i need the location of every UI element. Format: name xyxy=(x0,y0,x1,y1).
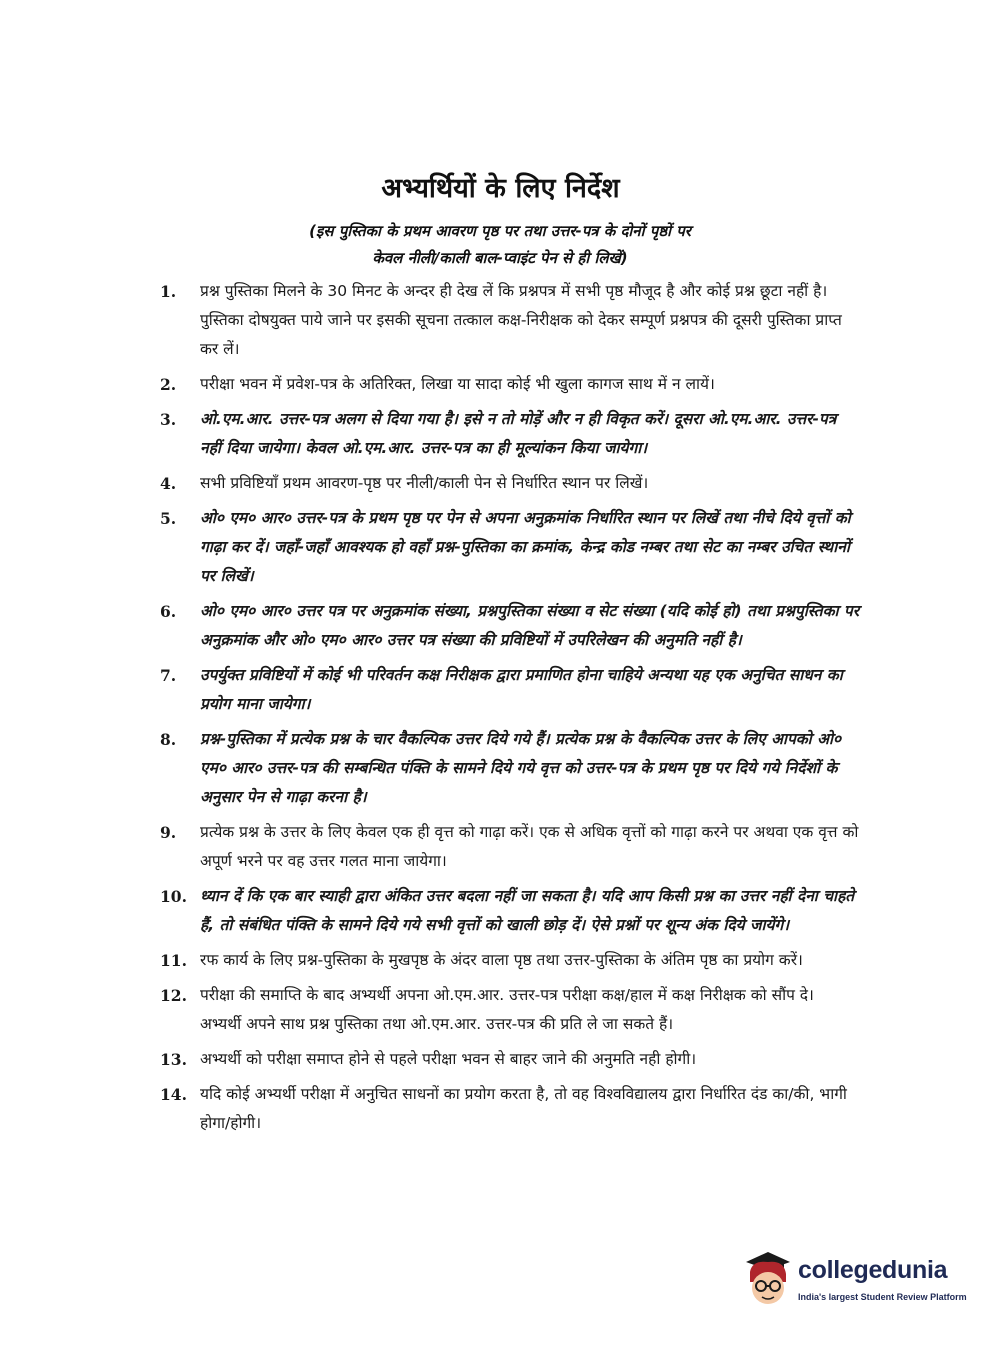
item-text: यदि कोई अभ्यर्थी परीक्षा में अनुचित साधनों का प्रयोग करता है, तो वह विश्वविद्यालय द्वारा निर्धारित दंड का/की, भागी होगा/होगी। xyxy=(200,1085,847,1132)
instruction-item-13 xyxy=(160,1045,860,1074)
item-number: 1. xyxy=(160,282,177,301)
item-number: 10. xyxy=(160,887,187,906)
instruction-item-10 xyxy=(160,882,860,940)
instruction-item-4 xyxy=(160,469,860,498)
item-number: 3. xyxy=(160,410,177,429)
logo-tagline: India's largest Student Review Platform xyxy=(798,1292,967,1302)
item-number: 5. xyxy=(160,509,177,528)
item-text: परीक्षा की समाप्ति के बाद अभ्यर्थी अपना ओ.एम.आर. उत्तर-पत्र परीक्षा कक्ष/हाल में कक्ष निरीक्षक को सौंप दे। अभ्यर्थी अपने साथ प्रश्न पुस्तिका तथा ओ.एम.आर. उत्तर-पत्र की प्रति ले जा सकते हैं। xyxy=(200,986,814,1033)
instruction-item-7 xyxy=(160,661,860,719)
item-text: सभी प्रविष्टियाँ प्रथम आवरण-पृष्ठ पर नीली/काली पेन से निर्धारित स्थान पर लिखें। xyxy=(200,474,649,492)
instruction-list xyxy=(160,277,860,1144)
item-text: प्रश्न-पुस्तिका में प्रत्येक प्रश्न के चार वैकल्पिक उत्तर दिये गये हैं। प्रत्येक प्रश्न के वैकल्पिक उत्तर के लिए आपको ओ० एम० आर० उत्तर-पत्र की सम्बन्धित पंक्ति के सामने दिये गये वृत्त को उत्तर-पत्र के प्रथम पृष्ठ पर दिये गये निर्देशों के अनुसार पेन से गाढ़ा करना है। xyxy=(200,730,842,806)
item-text: ओ.एम.आर. उत्तर-पत्र अलग से दिया गया है। इसे न तो मोड़ें और न ही विकृत करें। दूसरा ओ.एम.आर. उत्तर-पत्र नहीं दिया जायेगा। केवल ओ.एम.आर. उत्तर-पत्र का ही मूल्यांकन किया जायेगा। xyxy=(200,410,837,457)
item-text: परीक्षा भवन में प्रवेश-पत्र के अतिरिक्त, लिखा या सादा कोई भी खुला कागज साथ में न लायें। xyxy=(200,375,715,393)
item-number: 4. xyxy=(160,474,177,493)
instruction-item-14 xyxy=(160,1080,860,1138)
item-text: ओ० एम० आर० उत्तर पत्र पर अनुक्रमांक संख्या, प्रश्नपुस्तिका संख्या व सेट संख्या (यदि कोई हो) तथा प्रश्नपुस्तिका पर अनुक्रमांक और ओ० एम० आर० उत्तर पत्र संख्या की प्रविष्टियों में उपरिलेखन की अनुमति नहीं है। xyxy=(200,602,860,649)
item-text: ध्यान दें कि एक बार स्याही द्वारा अंकित उत्तर बदला नहीं जा सकता है। यदि आप किसी प्रश्न का उत्तर नहीं देना चाहते हैं, तो संबंधित पंक्ति के सामने दिये गये सभी वृत्तों को खाली छोड़ दें। ऐसे प्रश्नों पर शून्य अंक दिये जायेंगे। xyxy=(200,887,855,934)
logo-name: collegedunia xyxy=(798,1256,948,1284)
item-text: अभ्यर्थी को परीक्षा समाप्त होने से पहले परीक्षा भवन से बाहर जाने की अनुमति नही होगी। xyxy=(200,1050,697,1068)
instruction-item-1 xyxy=(160,277,860,364)
instruction-item-12 xyxy=(160,981,860,1039)
instruction-item-6 xyxy=(160,597,860,655)
item-number: 13. xyxy=(160,1050,187,1069)
item-number: 9. xyxy=(160,823,177,842)
instruction-item-3 xyxy=(160,405,860,463)
page-title: अभ्यर्थियों के लिए निर्देश xyxy=(381,173,620,204)
item-number: 6. xyxy=(160,602,177,621)
instruction-item-2 xyxy=(160,370,860,399)
item-number: 14. xyxy=(160,1085,187,1104)
subtitle-line-1: (इस पुस्तिका के प्रथम आवरण पृष्ठ पर तथा उत्तर-पत्र के दोनों पृष्ठों पर xyxy=(309,222,691,240)
item-number: 11. xyxy=(160,951,187,970)
instruction-item-8 xyxy=(160,725,860,812)
item-number: 2. xyxy=(160,375,177,394)
item-number: 8. xyxy=(160,730,177,749)
collegedunia-logo xyxy=(742,1248,972,1314)
item-number: 7. xyxy=(160,666,177,685)
instruction-item-11 xyxy=(160,946,860,975)
mascot-icon xyxy=(742,1248,794,1310)
subtitle-line-2: केवल नीली/काली बाल-प्वाइंट पेन से ही लिखें) xyxy=(372,249,628,267)
item-text: प्रश्न पुस्तिका मिलने के 30 मिनट के अन्दर ही देख लें कि प्रश्नपत्र में सभी पृष्ठ मौजूद है और कोई प्रश्न छूटा नहीं है। पुस्तिका दोषयुक्त पाये जाने पर इसकी सूचना तत्काल कक्ष-निरीक्षक को देकर सम्पूर्ण प्रश्नपत्र की दूसरी पुस्तिका प्राप्त कर लें। xyxy=(200,282,842,358)
item-text: प्रत्येक प्रश्न के उत्तर के लिए केवल एक ही वृत्त को गाढ़ा करें। एक से अधिक वृत्तों को गाढ़ा करने पर अथवा एक वृत्त को अपूर्ण भरने पर वह उत्तर गलत माना जायेगा। xyxy=(200,823,859,870)
page-subtitle xyxy=(160,218,840,272)
instruction-item-9 xyxy=(160,818,860,876)
item-text: रफ कार्य के लिए प्रश्न-पुस्तिका के मुखपृष्ठ के अंदर वाला पृष्ठ तथा उत्तर-पुस्तिका के अंतिम पृष्ठ का प्रयोग करें। xyxy=(200,951,803,969)
item-number: 12. xyxy=(160,986,187,1005)
instruction-item-5 xyxy=(160,504,860,591)
item-text: ओ० एम० आर० उत्तर-पत्र के प्रथम पृष्ठ पर पेन से अपना अनुक्रमांक निर्धारित स्थान पर लिखें तथा नीचे दिये वृत्तों को गाढ़ा कर दें। जहाँ-जहाँ आवश्यक हो वहाँ प्रश्न-पुस्तिका का क्रमांक, केन्द्र कोड नम्बर तथा सेट का नम्बर उचित स्थानों पर लिखें। xyxy=(200,509,851,585)
item-text: उपर्युक्त प्रविष्टियों में कोई भी परिवर्तन कक्ष निरीक्षक द्वारा प्रमाणित होना चाहिये अन्यथा यह एक अनुचित साधन का प्रयोग माना जायेगा। xyxy=(200,666,843,713)
